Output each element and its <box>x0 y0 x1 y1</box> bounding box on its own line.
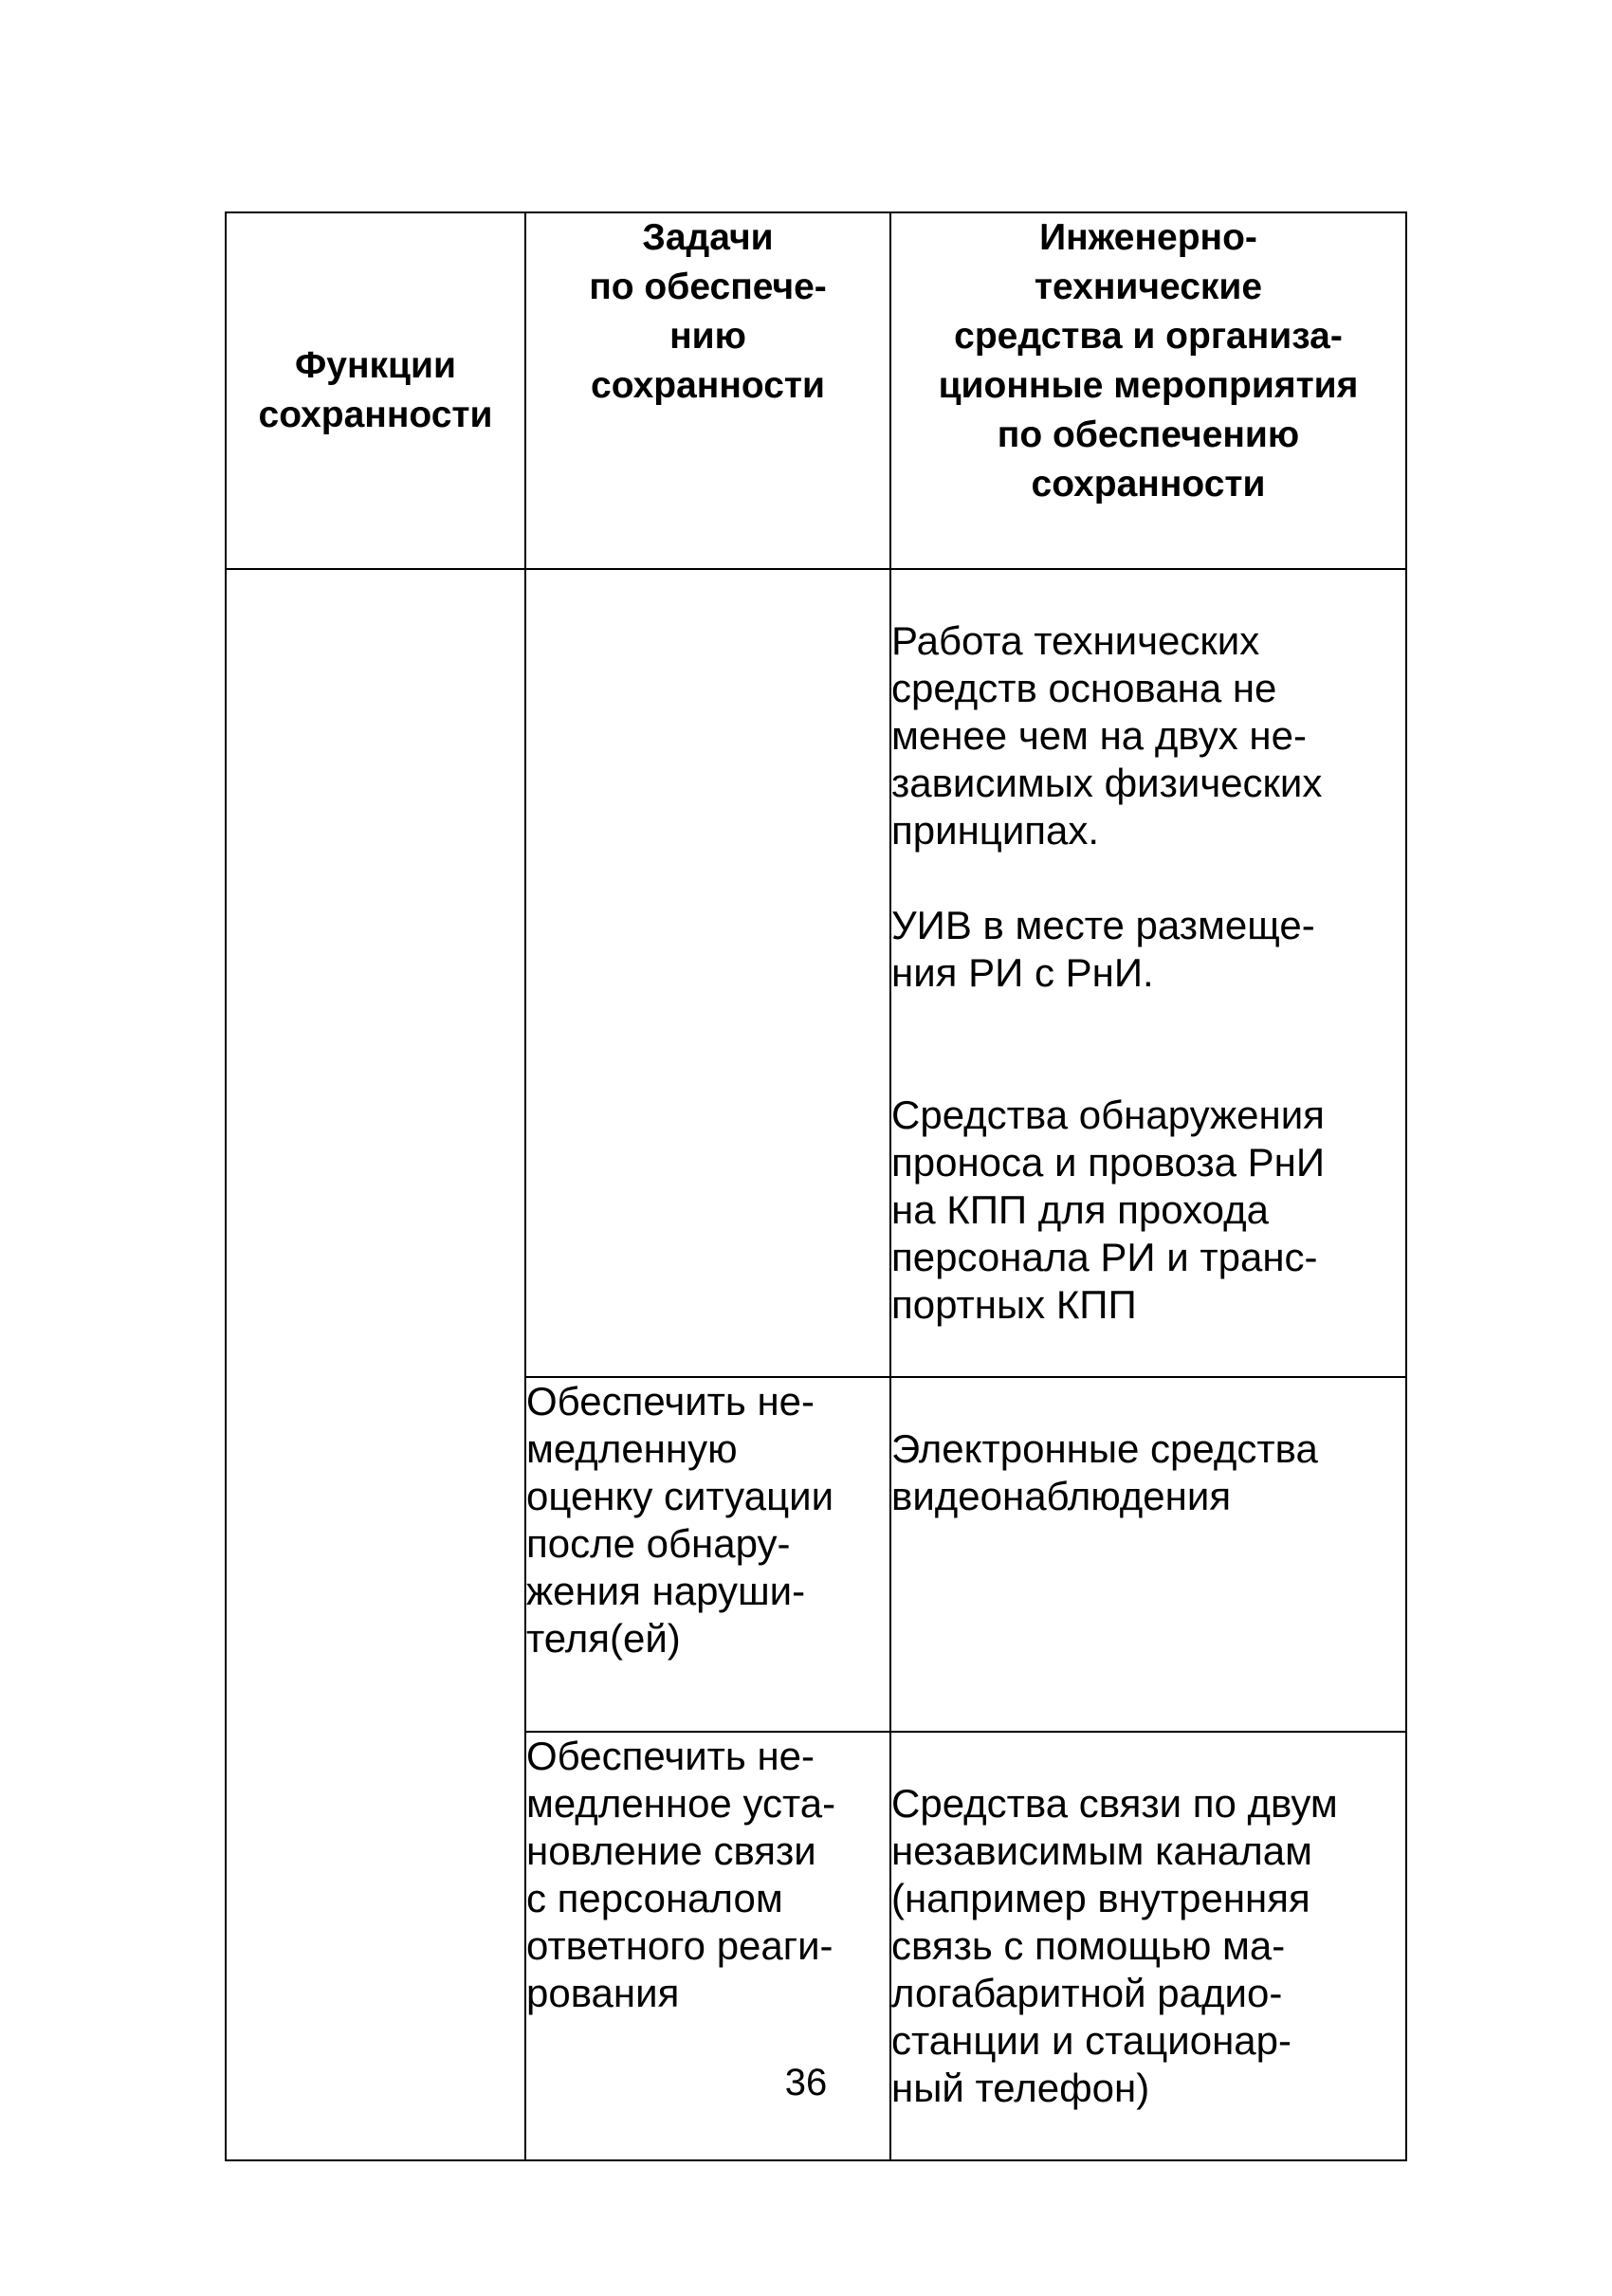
page-number: 36 <box>784 2062 828 2103</box>
header-functions: Функции сохранности <box>226 212 525 569</box>
task-cell: Обеспечить не- медленную оценку ситуации после обнару- жения наруши- теля(ей) <box>525 1377 890 1732</box>
security-functions-table <box>225 211 1407 2161</box>
measures-paragraph: Средства связи по двум независимым каналам (например внутренняя связь с помощью ма- логабаритной радио- станции и стационар- ный телефон) <box>891 1781 1338 2110</box>
function-cell <box>226 569 525 2160</box>
header-tasks: Задачи по обеспече- нию сохранности <box>525 212 890 569</box>
table-header-row <box>226 212 1406 569</box>
header-measures: Инженерно- технические средства и организа- ционные мероприятия по обеспечению сохранности <box>890 212 1406 569</box>
measures-cell <box>890 1377 1406 1732</box>
task-cell: Обеспечить не- медленное уста- новление связи с персоналом ответного реаги- рования <box>525 1732 890 2160</box>
table-row <box>226 569 1406 1377</box>
measures-paragraph: Работа технических средств основана не менее чем на двух не- зависимых физических принципах. <box>891 618 1323 853</box>
measures-paragraph: Средства обнаружения проноса и провоза РнИ на КПП для прохода персонала РИ и транс- портных КПП <box>891 1093 1326 1327</box>
task-cell <box>525 569 890 1377</box>
measures-cell <box>890 569 1406 1377</box>
measures-paragraph: Электронные средства видеонаблюдения <box>891 1426 1318 1518</box>
measures-paragraph: УИВ в месте размеще- ния РИ с РнИ. <box>891 903 1315 995</box>
